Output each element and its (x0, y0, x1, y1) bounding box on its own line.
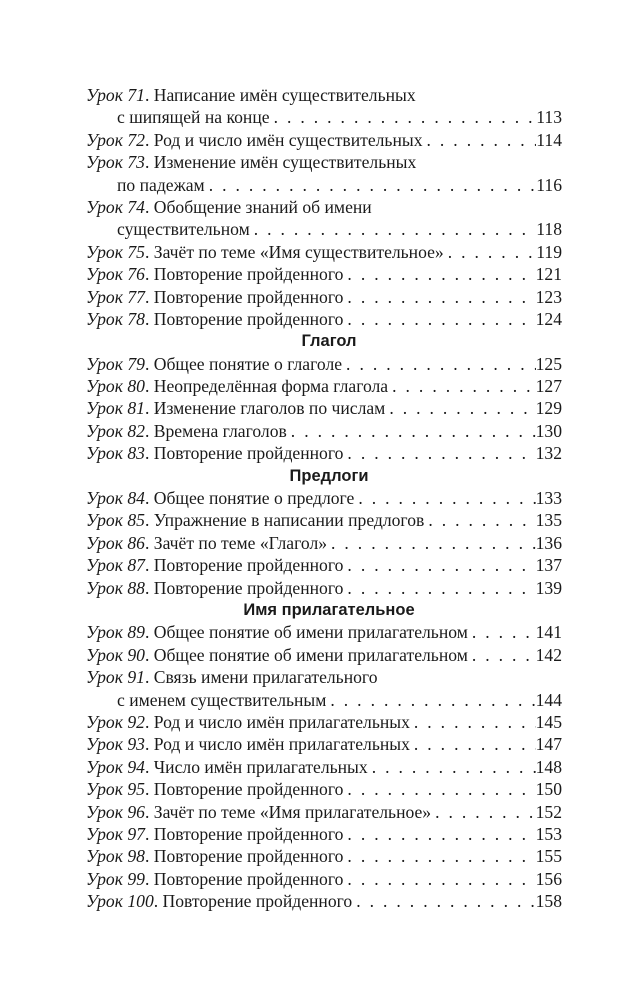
lesson-title: Зачёт по теме «Глагол» (153, 532, 328, 553)
leader-line (86, 890, 562, 912)
toc-entry (86, 442, 562, 464)
lesson-title: Род и число имён прилагательных (153, 711, 410, 732)
lesson-label: Урок 71 (86, 85, 145, 105)
page-number: 127 (535, 376, 562, 397)
dot-leader (368, 756, 536, 778)
dot-leader (327, 532, 536, 554)
toc-entry (86, 890, 562, 912)
label-separator: . (144, 823, 154, 844)
lesson-label: Урок 83 (86, 443, 145, 464)
dot-leader (444, 241, 537, 263)
lesson-label: Урок 95 (86, 779, 145, 800)
dot-leader (343, 868, 535, 890)
page-number: 129 (535, 398, 562, 419)
toc-entry (86, 666, 562, 688)
lesson-label: Урок 96 (86, 801, 145, 822)
page-number: 133 (535, 488, 562, 509)
label-separator: . (144, 555, 154, 576)
toc-entry (86, 129, 562, 151)
lesson-label: Урок 77 (86, 286, 145, 307)
dot-leader (468, 644, 536, 666)
dot-leader (270, 106, 537, 128)
lesson-title: Неопределённая форма глагола (153, 376, 389, 397)
table-of-contents (86, 84, 562, 912)
section-heading-adjective: Имя прилагательное (243, 600, 415, 619)
leader-line (86, 823, 562, 845)
toc-entry (86, 397, 562, 419)
leader-line (86, 509, 562, 531)
label-separator: . (144, 398, 154, 419)
lesson-title: Времена глаголов (153, 420, 287, 441)
page-number: 118 (536, 219, 562, 240)
lesson-title: Повторение пройденного (153, 286, 344, 307)
leader-line (86, 308, 562, 330)
dot-leader (423, 129, 537, 151)
lesson-label: Урок 84 (86, 488, 145, 509)
dot-leader (326, 689, 535, 711)
page-number: 113 (536, 107, 562, 128)
page-number: 158 (535, 891, 562, 912)
toc-entry (86, 353, 562, 375)
page-number: 136 (535, 532, 562, 553)
lesson-label: Урок 86 (86, 532, 145, 553)
lesson-label: Урок 91 (86, 667, 145, 688)
toc-entry (86, 845, 562, 867)
leader-line (86, 375, 562, 397)
dot-leader (343, 845, 535, 867)
page-number: 125 (535, 353, 562, 374)
label-separator: . (144, 443, 154, 464)
page-number: 137 (535, 555, 562, 576)
toc-entry (86, 241, 562, 263)
lesson-title-continuation: с шипящей на конце (117, 107, 270, 128)
leader-line (86, 420, 562, 442)
lesson-title: Изменение имён существительных (153, 152, 417, 173)
toc-entry (86, 644, 562, 666)
label-separator: . (144, 264, 154, 285)
toc-entry (86, 263, 562, 285)
leader-line (86, 756, 562, 778)
page-number: 119 (536, 241, 562, 262)
toc-entry-continuation (86, 218, 562, 240)
lesson-label: Урок 90 (86, 644, 145, 665)
lesson-label: Урок 72 (86, 129, 145, 150)
label-separator: . (144, 196, 154, 217)
label-separator: . (144, 622, 154, 643)
dot-leader (205, 174, 537, 196)
lesson-label: Урок 94 (86, 756, 145, 777)
label-separator: . (144, 286, 154, 307)
leader-line (86, 868, 562, 890)
toc-entry (86, 554, 562, 576)
toc-entry (86, 532, 562, 554)
page-number: 114 (536, 129, 562, 150)
leader-line (86, 241, 562, 263)
leader-line (86, 487, 562, 509)
page-number: 135 (535, 510, 562, 531)
toc-entry (86, 756, 562, 778)
label-separator: . (144, 711, 154, 732)
page-number: 132 (535, 443, 562, 464)
leader-line (86, 554, 562, 576)
toc-entry-continuation (86, 689, 562, 711)
toc-entry (86, 509, 562, 531)
lesson-label: Урок 79 (86, 353, 145, 374)
lesson-label: Урок 93 (86, 734, 145, 755)
lesson-title: Изменение глаголов по числам (153, 398, 386, 419)
label-separator: . (144, 510, 154, 531)
lesson-title-continuation: с именем существительным (117, 689, 327, 710)
lesson-label: Урок 74 (86, 196, 145, 217)
label-separator: . (144, 85, 154, 105)
lesson-title: Повторение пройденного (153, 577, 344, 598)
leader-line (86, 711, 562, 733)
lesson-label: Урок 92 (86, 711, 145, 732)
section-heading-verb: Глагол (301, 332, 357, 351)
leader-line (117, 106, 562, 128)
lesson-label: Урок 100 (86, 891, 154, 912)
lesson-title: Повторение пройденного (153, 308, 344, 329)
lesson-title: Повторение пройденного (153, 443, 344, 464)
dot-leader (343, 554, 535, 576)
leader-line (86, 845, 562, 867)
leader-line (86, 442, 562, 464)
toc-entry (86, 487, 562, 509)
dot-leader (388, 375, 535, 397)
lesson-label: Урок 97 (86, 823, 145, 844)
lesson-title: Род и число имён существительных (153, 129, 423, 150)
page-number: 152 (535, 801, 562, 822)
label-separator: . (153, 891, 163, 912)
label-separator: . (144, 488, 154, 509)
toc-entry (86, 308, 562, 330)
lesson-label: Урок 88 (86, 577, 145, 598)
label-separator: . (144, 129, 154, 150)
lesson-title: Повторение пройденного (153, 823, 344, 844)
label-separator: . (144, 577, 154, 598)
dot-leader (468, 621, 536, 643)
label-separator: . (144, 420, 154, 441)
lesson-label: Урок 78 (86, 308, 145, 329)
toc-entry (86, 778, 562, 800)
lesson-title: Повторение пройденного (153, 264, 344, 285)
page-number: 156 (535, 868, 562, 889)
dot-leader (410, 733, 536, 755)
lesson-title-continuation: существительном (117, 219, 250, 240)
lesson-title: Обобщение знаний об имени (153, 196, 372, 217)
page-number: 147 (535, 734, 562, 755)
page-number: 148 (535, 756, 562, 777)
lesson-label: Урок 73 (86, 152, 145, 173)
dot-leader (342, 353, 536, 375)
leader-line (86, 263, 562, 285)
page-number: 150 (535, 779, 562, 800)
dot-leader (343, 577, 535, 599)
page-number: 139 (535, 577, 562, 598)
page-number: 141 (535, 622, 562, 643)
page-number: 116 (536, 174, 562, 195)
toc-section-prepositions (86, 487, 562, 599)
lesson-label: Урок 87 (86, 555, 145, 576)
leader-line (86, 129, 562, 151)
label-separator: . (144, 644, 154, 665)
dot-leader (250, 218, 537, 240)
leader-line (86, 778, 562, 800)
label-separator: . (144, 756, 154, 777)
toc-entry (86, 84, 562, 106)
page-number: 130 (535, 420, 562, 441)
lesson-label: Урок 89 (86, 622, 145, 643)
dot-leader (343, 778, 535, 800)
toc-entry-continuation (86, 174, 562, 196)
dot-leader (343, 263, 535, 285)
toc-entry-continuation (86, 106, 562, 128)
lesson-title: Повторение пройденного (153, 868, 344, 889)
label-separator: . (144, 779, 154, 800)
leader-line (86, 532, 562, 554)
label-separator: . (144, 241, 154, 262)
lesson-label: Урок 99 (86, 868, 145, 889)
dot-leader (343, 442, 535, 464)
lesson-title: Общее понятие об имени прилагательном (153, 622, 468, 643)
label-separator: . (144, 152, 154, 173)
toc-entry (86, 375, 562, 397)
lesson-title: Повторение пройденного (153, 779, 344, 800)
toc-entry (86, 151, 562, 173)
lesson-title: Зачёт по теме «Имя прилагательное» (153, 801, 432, 822)
dot-leader (343, 823, 535, 845)
lesson-label: Урок 76 (86, 264, 145, 285)
label-separator: . (144, 734, 154, 755)
label-separator: . (144, 801, 154, 822)
toc-section-adjective (86, 621, 562, 912)
lesson-title: Общее понятие о глаголе (153, 353, 343, 374)
lesson-title: Повторение пройденного (153, 555, 344, 576)
label-separator: . (144, 308, 154, 329)
lesson-label: Урок 80 (86, 376, 145, 397)
page-number: 123 (535, 286, 562, 307)
dot-leader (410, 711, 536, 733)
toc-entry (86, 823, 562, 845)
lesson-title: Связь имени прилагательного (153, 667, 378, 688)
label-separator: . (144, 846, 154, 867)
lesson-title: Повторение пройденного (162, 891, 353, 912)
leader-line (86, 644, 562, 666)
lesson-title: Общее понятие об имени прилагательном (153, 644, 468, 665)
toc-entry (86, 621, 562, 643)
leader-line (117, 689, 562, 711)
leader-line (86, 801, 562, 823)
leader-line (86, 286, 562, 308)
toc-section-verb (86, 353, 562, 465)
toc-entry (86, 711, 562, 733)
toc-section-nouns (86, 84, 562, 330)
lesson-label: Урок 85 (86, 510, 145, 531)
lesson-title: Упражнение в написании предлогов (153, 510, 425, 531)
page-number: 155 (535, 846, 562, 867)
dot-leader (385, 397, 535, 419)
label-separator: . (144, 532, 154, 553)
toc-entry (86, 286, 562, 308)
leader-line (86, 577, 562, 599)
dot-leader (287, 420, 536, 442)
toc-entry (86, 577, 562, 599)
leader-line (86, 353, 562, 375)
toc-entry (86, 801, 562, 823)
lesson-title: Написание имён существительных (153, 85, 416, 105)
lesson-title: Зачёт по теме «Имя существительное» (153, 241, 444, 262)
lesson-label: Урок 98 (86, 846, 145, 867)
page-number: 124 (535, 308, 562, 329)
label-separator: . (144, 353, 154, 374)
toc-entry (86, 733, 562, 755)
section-heading-prepositions: Предлоги (289, 466, 369, 485)
leader-line (86, 621, 562, 643)
dot-leader (424, 509, 535, 531)
page-number: 142 (535, 644, 562, 665)
dot-leader (352, 890, 535, 912)
lesson-title-continuation: по падежам (117, 174, 205, 195)
dot-leader (343, 286, 535, 308)
lesson-label: Урок 82 (86, 420, 145, 441)
dot-leader (343, 308, 535, 330)
page-number: 144 (535, 689, 562, 710)
lesson-label: Урок 75 (86, 241, 145, 262)
leader-line (117, 218, 562, 240)
page-number: 145 (535, 711, 562, 732)
dot-leader (431, 801, 536, 823)
dot-leader (354, 487, 535, 509)
lesson-title: Число имён прилагательных (153, 756, 368, 777)
lesson-title: Общее понятие о предлоге (153, 488, 355, 509)
toc-entry (86, 868, 562, 890)
label-separator: . (144, 376, 154, 397)
label-separator: . (144, 868, 154, 889)
leader-line (117, 174, 562, 196)
label-separator: . (144, 667, 154, 688)
lesson-label: Урок 81 (86, 398, 145, 419)
page-number: 153 (535, 823, 562, 844)
toc-entry (86, 196, 562, 218)
lesson-title: Повторение пройденного (153, 846, 344, 867)
leader-line (86, 733, 562, 755)
lesson-title: Род и число имён прилагательных (153, 734, 410, 755)
page-number: 121 (535, 264, 562, 285)
toc-entry (86, 420, 562, 442)
leader-line (86, 397, 562, 419)
